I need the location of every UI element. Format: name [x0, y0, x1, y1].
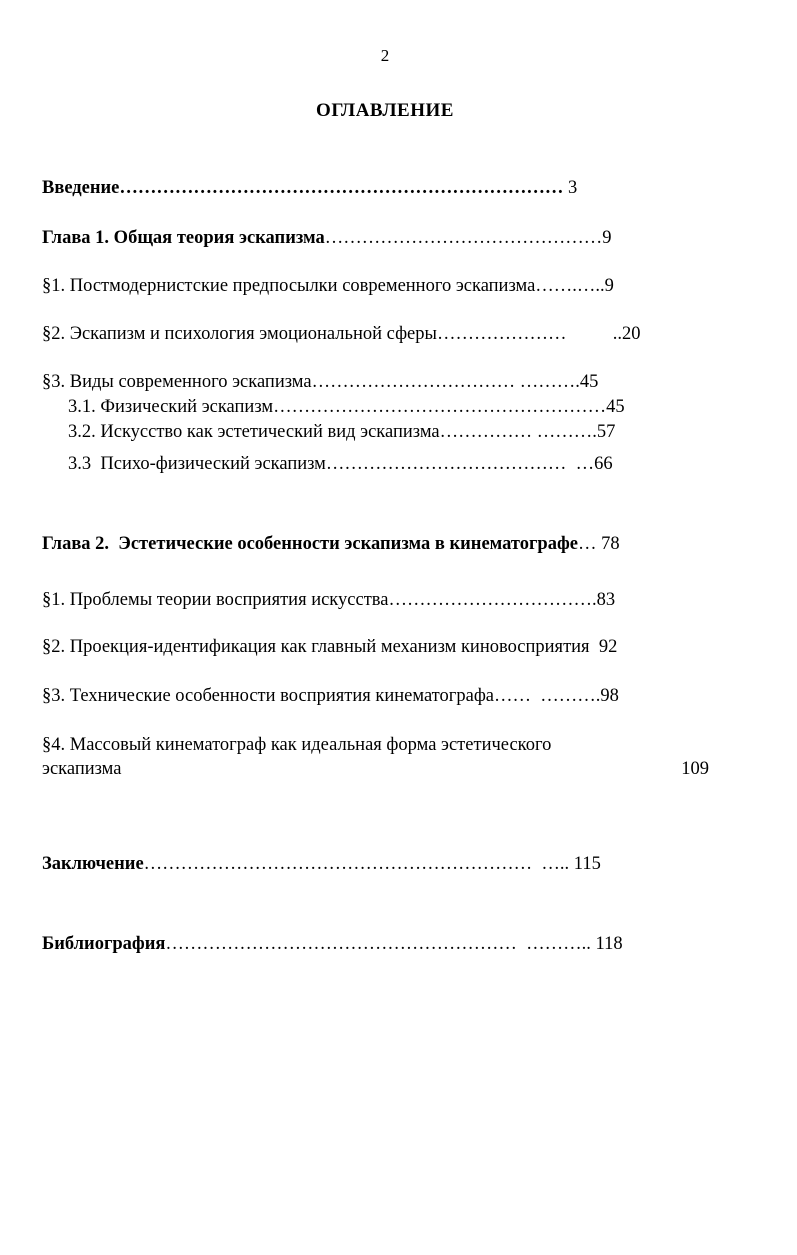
toc-entry-ch1-s2: [42, 322, 640, 346]
toc-entry-page: 20: [621, 324, 641, 344]
toc-entry-leader: ………………………………………………………………: [119, 178, 569, 198]
toc-entry-leader: ………………………………………………: [273, 397, 607, 417]
toc-entry-leader: ………………………………………: [324, 228, 603, 248]
toc-entry-ch1-s3-1: [68, 395, 625, 419]
toc-entry-ch1-s3-3: [68, 452, 613, 476]
toc-entry-page: 66: [594, 454, 613, 474]
toc-entry-text: §2. Эскапизм и психология эмоциональной сферы: [42, 324, 437, 344]
toc-entry-leader: ………………………………… …: [325, 454, 595, 474]
toc-entry-text: Глава 1. Общая теория эскапизма: [42, 228, 325, 248]
toc-entry-conclusion: [42, 852, 601, 876]
toc-entry-leader: ………………… ..: [436, 324, 622, 344]
toc-entry-ch2-s1: [42, 588, 615, 612]
toc-entry-page: 45: [579, 372, 599, 392]
toc-entry-page: 78: [601, 534, 620, 554]
toc-entry-leader: ……………………………………………………… …..: [143, 854, 570, 874]
toc-entry-text: Заключение: [42, 854, 144, 874]
toc-entry-leader: …………………………… ……….: [311, 372, 580, 392]
toc-title: ОГЛАВЛЕНИЕ: [316, 100, 454, 121]
toc-entry-page: 57: [596, 422, 616, 442]
toc-entry-text: §1. Постмодернистские предпосылки современного эскапизма: [42, 276, 536, 296]
toc-entry-chapter-2: [42, 532, 620, 556]
toc-entry-leader: ………………………………………………… ………..: [165, 934, 596, 954]
toc-entry-ch2-s3: [42, 684, 619, 708]
toc-entry-text: 3.2. Искусство как эстетический вид эскапизма: [68, 422, 440, 442]
toc-entry-ch1-s3-2: [68, 420, 615, 444]
toc-entry-text: §4. Массовый кинематограф как идеальная форма эстетического: [42, 735, 552, 755]
toc-entry-ch1-s3: [42, 370, 598, 394]
toc-entry-leader: …….…..: [535, 276, 605, 296]
toc-entry-introduction: [42, 176, 577, 200]
toc-entry-page: 115: [569, 854, 601, 874]
toc-entry-ch1-s1: [42, 274, 614, 298]
toc-entry-leader: [590, 637, 599, 657]
toc-entry-page: 83: [596, 590, 616, 610]
toc-entry-page: 92: [598, 637, 618, 657]
toc-entry-text: Библиография: [42, 934, 166, 954]
toc-entry-text: эскапизма: [42, 759, 122, 779]
toc-entry-chapter-1: [42, 226, 612, 250]
page-number: 2: [380, 46, 390, 65]
toc-entry-leader: …… ……….: [494, 686, 601, 706]
toc-entry-leader: …: [577, 534, 602, 554]
toc-entry-leader: …………………………….: [388, 590, 597, 610]
toc-entry-text: §1. Проблемы теории восприятия искусства: [42, 590, 389, 610]
toc-entry-page: 45: [606, 397, 625, 417]
toc-entry-text: §2. Проекция-идентификация как главный механизм киновосприятия: [42, 637, 590, 657]
toc-entry-page: 9: [602, 228, 612, 248]
toc-entry-leader: …………… ……….: [439, 422, 597, 442]
toc-entry-bibliography: [42, 932, 623, 956]
toc-entry-text: §3. Технические особенности восприятия кинематографа: [42, 686, 495, 706]
toc-entry-ch2-s4-cont: [42, 757, 709, 781]
toc-entry-ch2-s4: [42, 733, 551, 757]
toc-entry-page: 98: [600, 686, 619, 706]
toc-entry-page: 3: [568, 178, 578, 198]
toc-entry-page: 118: [595, 934, 623, 954]
toc-entry-page: 109: [681, 759, 709, 779]
toc-entry-ch2-s2: [42, 635, 617, 659]
toc-entry-page: 9: [604, 276, 614, 296]
toc-entry-text: 3.3 Психо-физический эскапизм: [68, 454, 326, 474]
toc-entry-text: §3. Виды современного эскапизма: [42, 372, 312, 392]
toc-entry-text: Введение: [42, 178, 120, 198]
toc-entry-text: Глава 2. Эстетические особенности эскапизма в кинематографе: [42, 534, 578, 554]
toc-entry-text: 3.1. Физический эскапизм: [68, 397, 274, 417]
